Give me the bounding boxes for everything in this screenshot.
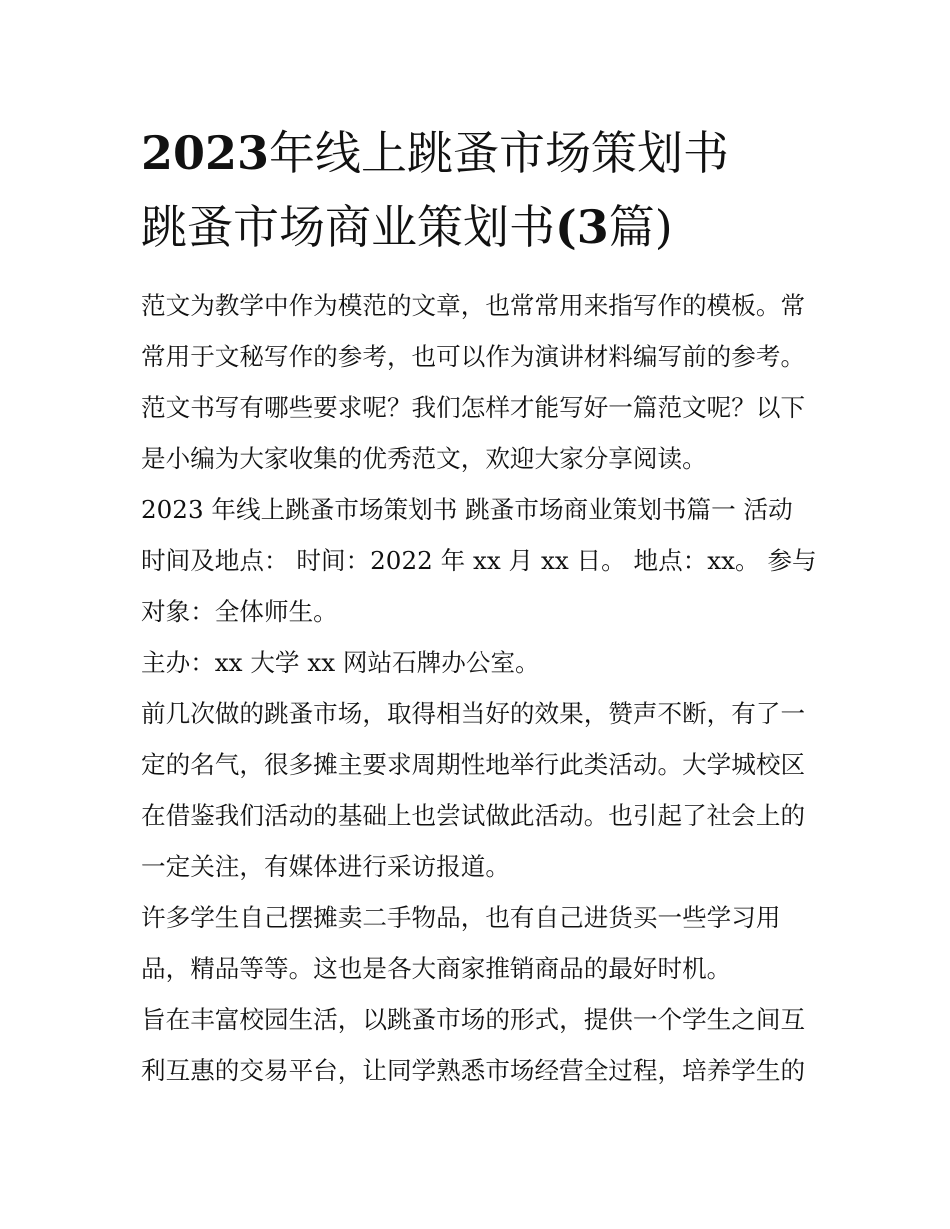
title-line1-text: 年线上跳蚤市场策划书 [269, 126, 730, 180]
paragraph-organizer: 主办：xx 大学 xx 网站石牌办公室。 [141, 648, 540, 677]
title-line2-end: 篇) [608, 200, 673, 254]
paragraph-time-location: 2023 年线上跳蚤市场策划书 跳蚤市场商业策划书篇一 活动时间及地点： 时间：2022 年 xx 月 xx 日。 地点：xx。 参与对象：全体师生。 [141, 495, 817, 626]
document-body [141, 280, 817, 1096]
paragraph-students: 许多学生自己摆摊卖二手物品，也有自己进货买一些学习用品，精品等等。这也是各大商家推销商品的最好时机。 [141, 903, 781, 983]
title-line2-text: 跳蚤市场商业策划书 [141, 200, 555, 254]
paragraph-intro: 范文为教学中作为模范的文章，也常常用来指写作的模板。常常用于文秘写作的参考，也可以作为演讲材料编写前的参考。范文书写有哪些要求呢？我们怎样才能写好一篇范文呢？以下是小编为大家收集的优秀范文，欢迎大家分享阅读。 [141, 291, 806, 473]
document-title [141, 116, 821, 264]
title-year: 2023 [141, 126, 270, 180]
title-count: (3 [555, 200, 609, 254]
paragraph-purpose: 旨在丰富校园生活，以跳蚤市场的形式，提供一个学生之间互利互惠的交易平台，让同学熟悉市场经营全过程，培养学生的 [141, 1005, 806, 1085]
paragraph-background: 前几次做的跳蚤市场，取得相当好的效果，赞声不断，有了一定的名气，很多摊主要求周期性地举行此类活动。大学城校区在借鉴我们活动的基础上也尝试做此活动。也引起了社会上的一定关注，有媒体进行采访报道。 [141, 699, 806, 881]
